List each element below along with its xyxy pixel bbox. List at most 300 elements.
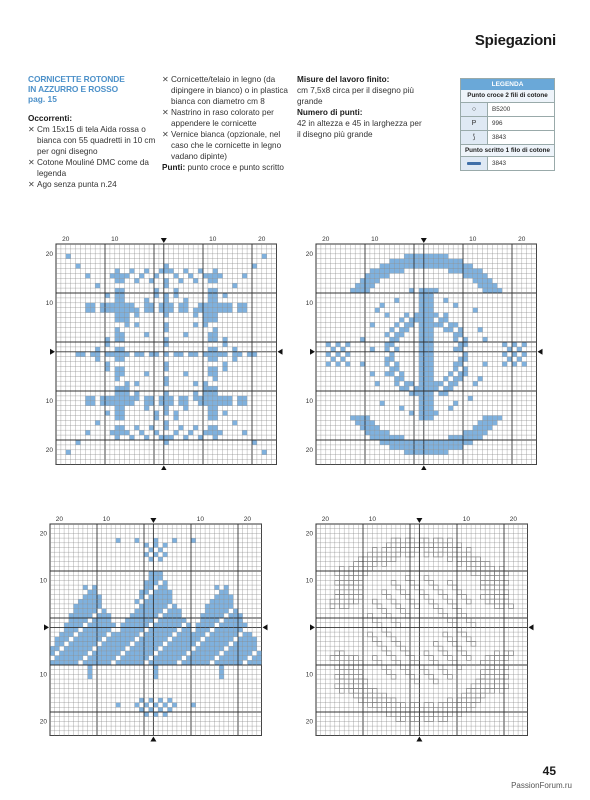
- stitch-cell: [331, 357, 336, 362]
- stitch-cell: [208, 411, 213, 416]
- stitch-cell: [92, 627, 97, 632]
- stitch-cell: [224, 590, 229, 595]
- stitch-cell: [410, 599, 415, 604]
- stitch-cell: [439, 445, 444, 450]
- stitch-cell: [453, 337, 458, 342]
- stitch-cell: [463, 273, 468, 278]
- stitch-cell: [163, 585, 168, 590]
- stitch-cell: [401, 548, 406, 553]
- stitch-cell: [466, 689, 471, 694]
- stitch-cell: [182, 618, 187, 623]
- stitch-cell: [424, 362, 429, 367]
- stitch-cell: [120, 303, 125, 308]
- stitch-cell: [144, 703, 149, 708]
- stitch-cell: [495, 651, 500, 656]
- stitch-cell: [233, 632, 238, 637]
- stitch-cell: [485, 562, 490, 567]
- stitch-cell: [507, 347, 512, 352]
- stitch-cell: [365, 416, 370, 421]
- stitch-cell: [232, 283, 237, 288]
- stitch-cell: [471, 562, 476, 567]
- stitch-cell: [429, 376, 434, 381]
- stitch-cell: [149, 642, 154, 647]
- stitch-cell: [168, 656, 173, 661]
- stitch-cell: [463, 367, 468, 372]
- stitch-cell: [458, 371, 463, 376]
- stitch-cell: [116, 637, 121, 642]
- stitch-cell: [164, 313, 169, 318]
- stitch-cell: [429, 674, 434, 679]
- stitch-cell: [105, 342, 110, 347]
- stitch-cell: [179, 303, 184, 308]
- stitch-cell: [95, 347, 100, 352]
- stitch-cell: [468, 440, 473, 445]
- stitch-cell: [242, 430, 247, 435]
- stitch-cell: [495, 660, 500, 665]
- stitch-cell: [429, 288, 434, 293]
- stitch-cell: [219, 660, 224, 665]
- stitch-cell: [115, 269, 120, 274]
- stitch-cell: [203, 381, 208, 386]
- stitch-cell: [219, 609, 224, 614]
- stitch-cell: [149, 425, 154, 430]
- stitch-cell: [429, 352, 434, 357]
- stitch-cell: [485, 585, 490, 590]
- stitch-cell: [125, 396, 130, 401]
- stitch-cell: [172, 613, 177, 618]
- stitch-cell: [229, 637, 234, 642]
- stitch-cell: [125, 627, 130, 632]
- stitch-cell: [349, 684, 354, 689]
- stitch-cell: [144, 371, 149, 376]
- stitch-cell: [74, 627, 79, 632]
- stitch-cell: [74, 609, 79, 614]
- stitch-cell: [144, 637, 149, 642]
- stitch-cell: [340, 679, 345, 684]
- stitch-cell: [434, 445, 439, 450]
- stitch-cell: [139, 604, 144, 609]
- stitch-cell: [219, 595, 224, 600]
- stitch-cell: [159, 308, 164, 313]
- stitch-cell: [92, 642, 97, 647]
- stitch-cell: [401, 665, 406, 670]
- stitch-cell: [76, 264, 81, 269]
- legend-row: P 996: [461, 117, 554, 131]
- stitch-cell: [434, 322, 439, 327]
- stitch-cell: [224, 651, 229, 656]
- stitch-cell: [186, 646, 191, 651]
- stitch-cell: [139, 707, 144, 712]
- stitch-cell: [95, 420, 100, 425]
- stitch-cell: [215, 660, 220, 665]
- stitch-cell: [88, 632, 93, 637]
- stitch-cell: [158, 599, 163, 604]
- stitch-cell: [163, 627, 168, 632]
- stitch-cell: [499, 660, 504, 665]
- stitch-cell: [483, 362, 488, 367]
- stitch-cell: [424, 337, 429, 342]
- stitch-cell: [164, 303, 169, 308]
- stitch-cell: [243, 646, 248, 651]
- stitch-cell: [215, 595, 220, 600]
- stitch-cell: [452, 623, 457, 628]
- stitch-cell: [443, 318, 448, 323]
- stitch-cell: [198, 269, 203, 274]
- tick-label-y: 10: [305, 299, 313, 307]
- stitch-cell: [158, 632, 163, 637]
- stitch-cell: [419, 352, 424, 357]
- stitch-cell: [429, 259, 434, 264]
- stitch-cell: [326, 342, 331, 347]
- stitch-cell: [242, 308, 247, 313]
- stitch-cell: [100, 401, 105, 406]
- stitch-cell: [485, 590, 490, 595]
- stitch-cell: [349, 679, 354, 684]
- stitch-cell: [458, 327, 463, 332]
- stitch-cell: [453, 264, 458, 269]
- stitch-cell: [210, 646, 215, 651]
- stitch-cell: [471, 684, 476, 689]
- stitch-cell: [481, 660, 486, 665]
- stitch-cell: [453, 322, 458, 327]
- stitch-cell: [219, 613, 224, 618]
- stitch-cell: [177, 618, 182, 623]
- center-arrow-icon: [150, 518, 156, 523]
- stitch-cell: [424, 703, 429, 708]
- stitch-cell: [76, 352, 81, 357]
- stitch-cell: [415, 703, 420, 708]
- stitch-cell: [396, 623, 401, 628]
- stitch-cell: [139, 273, 144, 278]
- stitch-cell: [139, 613, 144, 618]
- stitch-cell: [394, 367, 399, 372]
- stitch-cell: [370, 430, 375, 435]
- stitch-cell: [213, 298, 218, 303]
- stitch-cell: [208, 391, 213, 396]
- stitch-cell: [365, 430, 370, 435]
- stitch-cell: [153, 665, 158, 670]
- stitch-cell: [495, 571, 500, 576]
- stitch-cell: [458, 269, 463, 274]
- stitch-cell: [177, 632, 182, 637]
- stitch-cell: [115, 278, 120, 283]
- stitch-cell: [158, 557, 163, 562]
- stitch-cell: [193, 396, 198, 401]
- stitch-cell: [495, 684, 500, 689]
- stitch-cell: [385, 269, 390, 274]
- stitch-cell: [102, 646, 107, 651]
- stitch-cell: [144, 599, 149, 604]
- stitch-cell: [468, 430, 473, 435]
- stitch-cell: [205, 651, 210, 656]
- stitch-cell: [453, 376, 458, 381]
- stitch-cell: [490, 665, 495, 670]
- stitch-cell: [106, 646, 111, 651]
- stitch-cell: [233, 642, 238, 647]
- stitch-cell: [205, 618, 210, 623]
- stitch-cell: [158, 637, 163, 642]
- stitch-cell: [78, 642, 83, 647]
- stitch-cell: [237, 401, 242, 406]
- stitch-cell: [453, 259, 458, 264]
- stitch-cell: [169, 401, 174, 406]
- stitch-cell: [415, 585, 420, 590]
- stitch-cell: [336, 362, 341, 367]
- stitch-cell: [349, 670, 354, 675]
- stitch-cell: [336, 342, 341, 347]
- stitch-cell: [88, 670, 93, 675]
- stitch-cell: [237, 352, 242, 357]
- stitch-cell: [233, 609, 238, 614]
- stitch-cell: [88, 656, 93, 661]
- misure-text: cm 7,5x8 circa per il disegno più grande: [297, 86, 414, 106]
- stitch-cell: [233, 627, 238, 632]
- stitch-cell: [429, 322, 434, 327]
- stitch-cell: [429, 308, 434, 313]
- stitch-cell: [344, 576, 349, 581]
- stitch-cell: [344, 674, 349, 679]
- stitch-cell: [59, 656, 64, 661]
- stitch-cell: [495, 580, 500, 585]
- stitch-cell: [210, 599, 215, 604]
- stitch-cell: [390, 342, 395, 347]
- stitch-cell: [399, 332, 404, 337]
- stitch-cell: [208, 332, 213, 337]
- center-arrow-icon: [44, 624, 49, 630]
- stitch-cell: [492, 420, 497, 425]
- stitch-cell: [205, 642, 210, 647]
- stitch-cell: [88, 674, 93, 679]
- stitch-cell: [105, 362, 110, 367]
- stitch-cell: [238, 642, 243, 647]
- stitch-cell: [424, 308, 429, 313]
- stitch-cell: [219, 670, 224, 675]
- stitch-cell: [478, 269, 483, 274]
- stitch-cell: [169, 303, 174, 308]
- stitch-cell: [399, 386, 404, 391]
- stitch-cell: [196, 646, 201, 651]
- stitch-cell: [429, 337, 434, 342]
- stitch-cell: [349, 595, 354, 600]
- stitch-cell: [224, 637, 229, 642]
- stitch-cell: [115, 313, 120, 318]
- stitch-cell: [399, 327, 404, 332]
- stitch-cell: [111, 651, 116, 656]
- stitch-cell: [495, 665, 500, 670]
- stitch-cell: [462, 552, 467, 557]
- stitch-cell: [168, 698, 173, 703]
- stitch-cell: [370, 322, 375, 327]
- stitch-cell: [365, 283, 370, 288]
- stitch-cell: [95, 283, 100, 288]
- stitch-cell: [144, 623, 149, 628]
- center-arrow-icon: [416, 518, 422, 523]
- stitch-cell: [92, 604, 97, 609]
- stitch-cell: [88, 604, 93, 609]
- stitch-cell: [429, 656, 434, 661]
- stitch-cell: [106, 627, 111, 632]
- stitch-cell: [144, 303, 149, 308]
- stitch-cell: [429, 717, 434, 722]
- stitch-cell: [424, 445, 429, 450]
- stitch-cell: [153, 538, 158, 543]
- stitch-cell: [186, 637, 191, 642]
- stitch-cell: [394, 362, 399, 367]
- stitch-cell: [335, 580, 340, 585]
- stitch-cell: [424, 450, 429, 455]
- stitch-cell: [485, 599, 490, 604]
- stitch-cell: [203, 273, 208, 278]
- stitch-cell: [394, 298, 399, 303]
- stitch-cell: [164, 283, 169, 288]
- stitch-cell: [208, 371, 213, 376]
- stitch-cell: [358, 576, 363, 581]
- stitch-cell: [463, 264, 468, 269]
- stitch-cell: [203, 318, 208, 323]
- stitch-cell: [144, 332, 149, 337]
- stitch-cell: [410, 552, 415, 557]
- stitch-cell: [377, 707, 382, 712]
- stitch-cell: [130, 618, 135, 623]
- stitch-cell: [424, 386, 429, 391]
- stitch-cell: [223, 367, 228, 372]
- stitch-cell: [354, 599, 359, 604]
- stitch-cell: [457, 557, 462, 562]
- stitch-cell: [252, 642, 257, 647]
- stitch-cell: [415, 660, 420, 665]
- stitch-cell: [130, 308, 135, 313]
- stitch-cell: [164, 352, 169, 357]
- stitch-cell: [448, 557, 453, 562]
- stitch-cell: [382, 627, 387, 632]
- stitch-cell: [257, 651, 262, 656]
- stitch-cell: [92, 585, 97, 590]
- center-arrow-icon: [263, 624, 268, 630]
- stitch-cell: [360, 278, 365, 283]
- stitch-cell: [64, 651, 69, 656]
- stitch-cell: [200, 618, 205, 623]
- stitch-cell: [448, 406, 453, 411]
- stitch-cell: [391, 543, 396, 548]
- stitch-cell: [158, 604, 163, 609]
- stitch-cell: [110, 273, 115, 278]
- stitch-cell: [419, 313, 424, 318]
- stitch-cell: [116, 646, 121, 651]
- stitch-cell: [372, 656, 377, 661]
- stitch-cell: [391, 580, 396, 585]
- stitch-cell: [158, 656, 163, 661]
- stitch-cell: [233, 618, 238, 623]
- stitch-cell: [153, 660, 158, 665]
- stitch-cell: [116, 632, 121, 637]
- stitch-cell: [419, 707, 424, 712]
- stitch-cell: [213, 288, 218, 293]
- stitch-cell: [163, 646, 168, 651]
- stitch-cell: [210, 642, 215, 647]
- stitch-cell: [97, 660, 102, 665]
- stitch-cell: [478, 420, 483, 425]
- stitch-cell: [168, 595, 173, 600]
- stitch-cell: [125, 660, 130, 665]
- stitch-cell: [330, 604, 335, 609]
- stitch-cell: [483, 416, 488, 421]
- stitch-cell: [144, 651, 149, 656]
- stitch-cell: [69, 660, 74, 665]
- stitch-cell: [399, 371, 404, 376]
- stitch-cell: [159, 269, 164, 274]
- stitch-cell: [507, 357, 512, 362]
- stitch-cell: [363, 557, 368, 562]
- stitch-cell: [163, 580, 168, 585]
- stitch-cell: [182, 646, 187, 651]
- stitch-cell: [215, 604, 220, 609]
- stitch-cell: [463, 440, 468, 445]
- stitch-cell: [415, 679, 420, 684]
- stitch-cell: [134, 381, 139, 386]
- stitch-cell: [134, 308, 139, 313]
- stitch-cell: [92, 609, 97, 614]
- stitch-cell: [149, 651, 154, 656]
- stitch-cell: [229, 646, 234, 651]
- stitch-cell: [193, 322, 198, 327]
- stitch-cell: [83, 660, 88, 665]
- stitch-cell: [370, 371, 375, 376]
- stitch-cell: [471, 689, 476, 694]
- stitch-cell: [370, 425, 375, 430]
- stitch-cell: [419, 381, 424, 386]
- stitch-cell: [488, 425, 493, 430]
- stitch-cell: [59, 651, 64, 656]
- stitch-cell: [404, 313, 409, 318]
- stitch-cell: [419, 298, 424, 303]
- stitch-cell: [215, 651, 220, 656]
- stitch-cell: [335, 599, 340, 604]
- stitch-cell: [499, 689, 504, 694]
- stitch-cell: [370, 278, 375, 283]
- stitch-cell: [504, 590, 509, 595]
- stitch-cell: [110, 352, 115, 357]
- stitch-cell: [213, 386, 218, 391]
- stitch-cell: [168, 660, 173, 665]
- stitch-cell: [177, 651, 182, 656]
- cross-icon: ✕: [28, 125, 35, 134]
- legend-row: ⟆ 3843: [461, 131, 554, 145]
- stitch-cell: [229, 632, 234, 637]
- stitch-cell: [213, 411, 218, 416]
- stitch-cell: [213, 303, 218, 308]
- stitch-cell: [490, 566, 495, 571]
- stitch-cell: [358, 679, 363, 684]
- stitch-cell: [102, 651, 107, 656]
- stitch-cell: [419, 445, 424, 450]
- stitch-cell: [144, 269, 149, 274]
- stitch-cell: [174, 288, 179, 293]
- stitch-cell: [419, 590, 424, 595]
- stitch-cell: [120, 293, 125, 298]
- stitch-cell: [121, 627, 126, 632]
- stitch-cell: [121, 642, 126, 647]
- stitch-cell: [424, 322, 429, 327]
- stitch-cell: [163, 552, 168, 557]
- stitch-cell: [106, 613, 111, 618]
- stitch-cell: [196, 623, 201, 628]
- stitch-cell: [452, 703, 457, 708]
- stitch-cell: [164, 367, 169, 372]
- stitch-cell: [419, 386, 424, 391]
- stitch-cell: [453, 332, 458, 337]
- stitch-cell: [409, 440, 414, 445]
- stitch-cell: [429, 303, 434, 308]
